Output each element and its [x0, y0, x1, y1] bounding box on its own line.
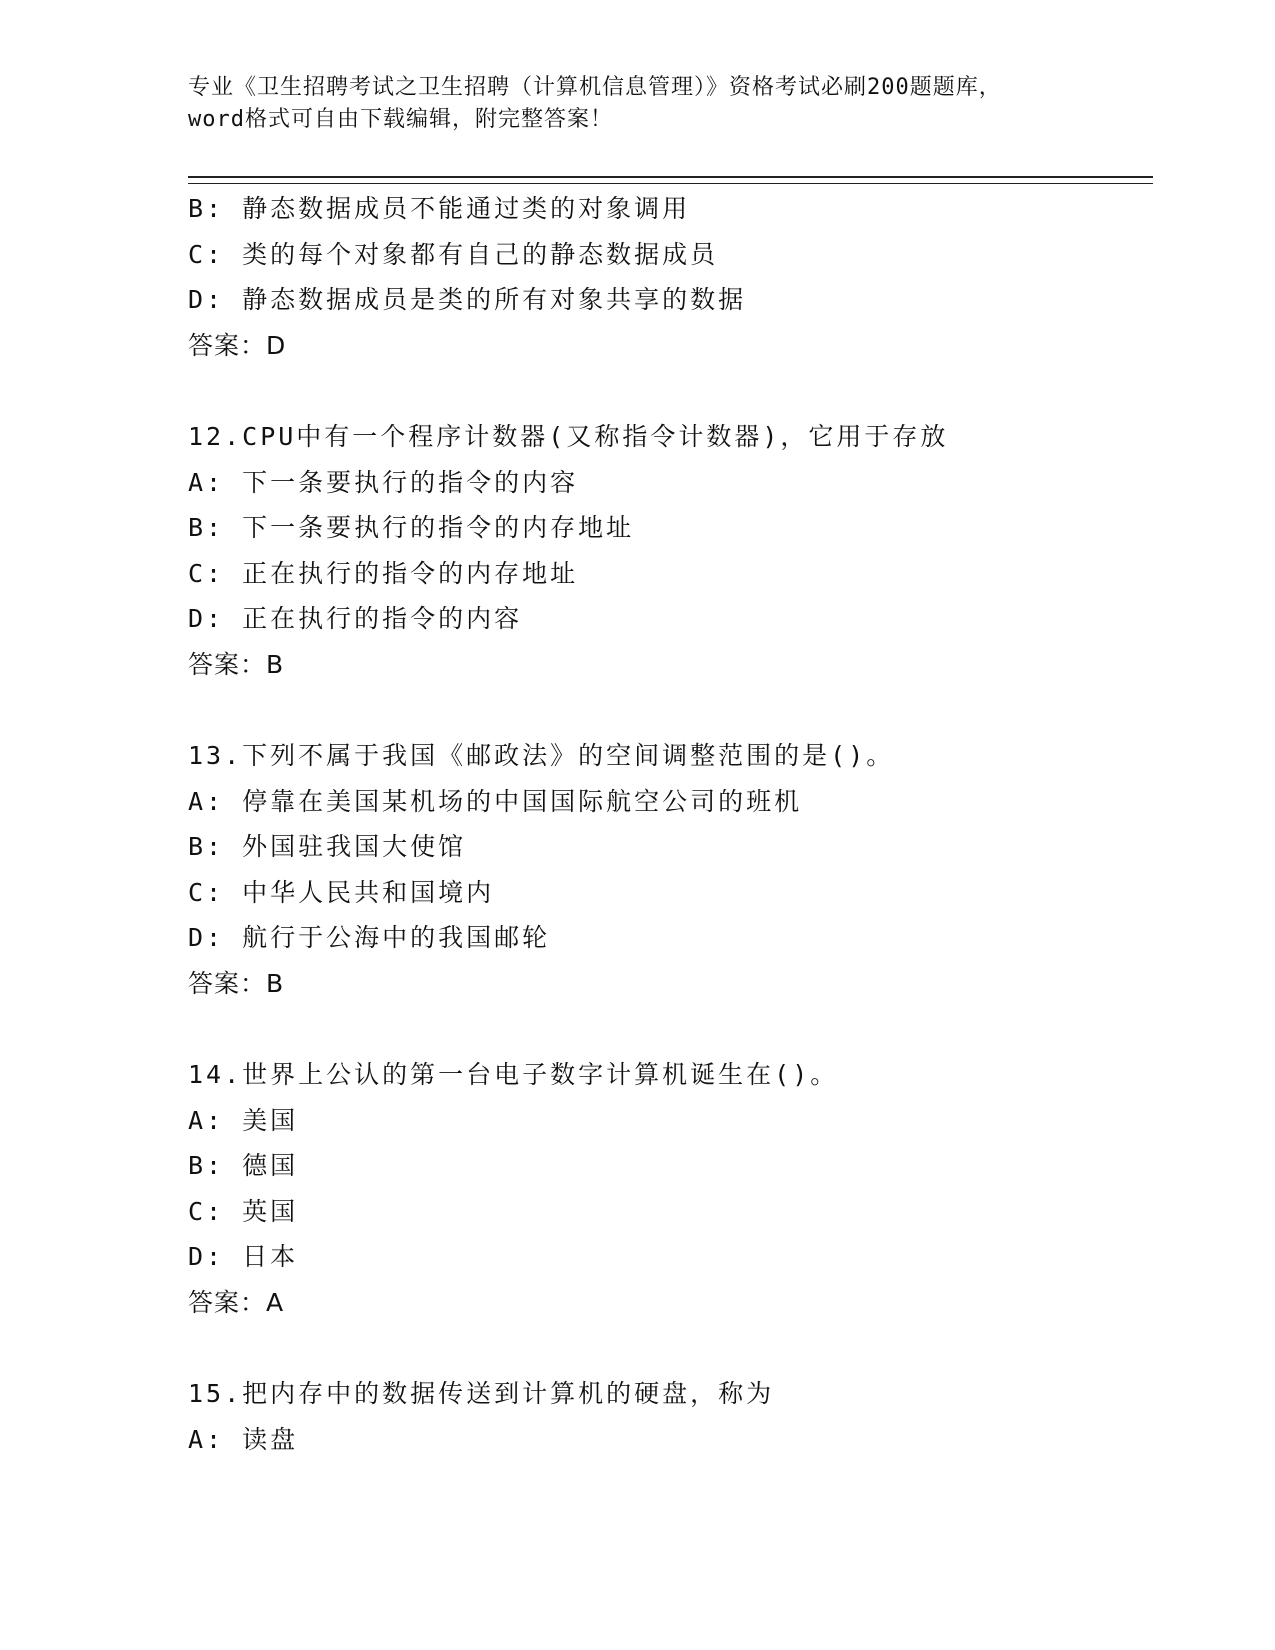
- option-a: A: 美国: [188, 1105, 299, 1135]
- question-text: 15.把内存中的数据传送到计算机的硬盘，称为: [188, 1379, 775, 1408]
- header-line-1: 专业《卫生招聘考试之卫生招聘（计算机信息管理）》资格考试必刷200题题库，: [188, 75, 1002, 100]
- question-12: [188, 414, 1153, 687]
- question-14: [188, 1052, 1153, 1325]
- option-d: D: 静态数据成员是类的所有对象共享的数据: [188, 285, 747, 314]
- question-text: 13.下列不属于我国《邮政法》的空间调整范围的是()。: [188, 741, 895, 770]
- header-line-2: word格式可自由下载编辑，附完整答案！: [188, 107, 613, 132]
- header-divider-thin: [188, 183, 1153, 184]
- option-d: D: 航行于公海中的我国邮轮: [188, 923, 551, 952]
- question-text: 14.世界上公认的第一台电子数字计算机诞生在()。: [188, 1060, 839, 1089]
- answer: 答案：B: [188, 649, 285, 679]
- option-c: C: 类的每个对象都有自己的静态数据成员: [188, 239, 719, 269]
- option-a: A: 读盘: [188, 1424, 299, 1454]
- question-text: 12.CPU中有一个程序计数器(又称指令计数器)，它用于存放: [188, 422, 949, 451]
- question-list: [188, 186, 1153, 1462]
- question-13: [188, 733, 1153, 1006]
- answer: 答案：A: [188, 1287, 285, 1317]
- option-c: C: 英国: [188, 1196, 299, 1226]
- option-d: D: 日本: [188, 1242, 299, 1271]
- option-b: B: 下一条要执行的指令的内存地址: [188, 513, 635, 542]
- question-15: [188, 1371, 1153, 1462]
- answer: 答案：D: [188, 330, 287, 360]
- option-b: B: 外国驻我国大使馆: [188, 832, 467, 861]
- option-a: A: 停靠在美国某机场的中国国际航空公司的班机: [188, 786, 803, 816]
- document-header: [188, 72, 1088, 136]
- option-b: B: 静态数据成员不能通过类的对象调用: [188, 194, 691, 223]
- option-c: C: 中华人民共和国境内: [188, 877, 495, 907]
- option-d: D: 正在执行的指令的内容: [188, 604, 523, 633]
- answer: 答案：B: [188, 968, 285, 998]
- header-divider-thick: [188, 176, 1153, 178]
- option-c: C: 正在执行的指令的内存地址: [188, 558, 579, 588]
- option-a: A: 下一条要执行的指令的内容: [188, 467, 579, 497]
- question-11-tail: [188, 186, 1153, 368]
- option-b: B: 德国: [188, 1151, 299, 1180]
